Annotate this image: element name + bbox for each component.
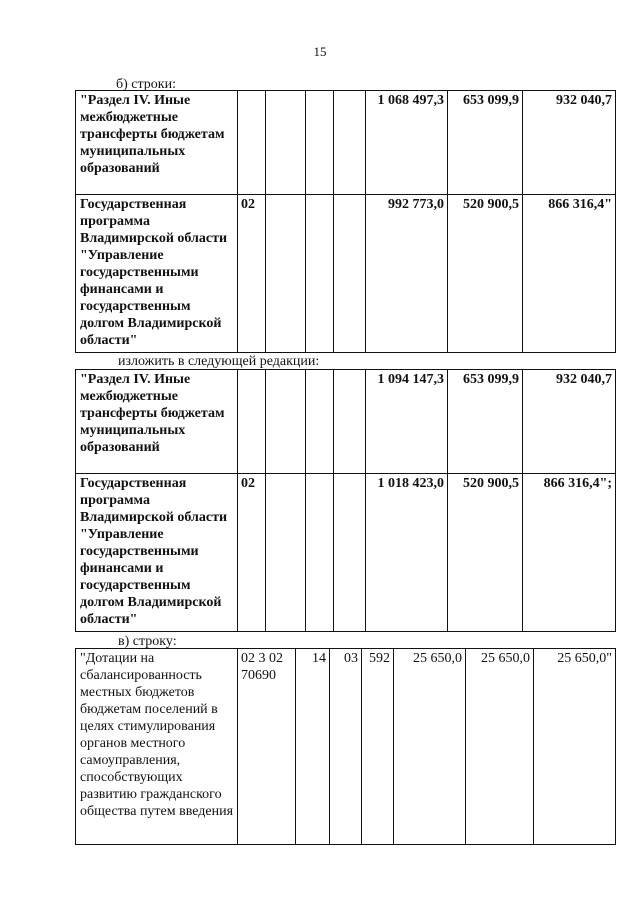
section-cell: [266, 195, 306, 353]
ministry-cell: [334, 474, 366, 632]
section-cell: [266, 370, 306, 474]
table-new: [75, 369, 616, 632]
table-row: [76, 649, 616, 845]
sum1-cell: 1 018 423,0: [366, 474, 448, 632]
table-row: [76, 91, 616, 195]
ministry-cell: [334, 91, 366, 195]
section-cell: [266, 474, 306, 632]
subsection-cell: 03: [330, 649, 362, 845]
sum2-cell: 520 900,5: [448, 474, 523, 632]
ministry-cell: [334, 195, 366, 353]
table-row: [76, 370, 616, 474]
row-name: "Дотации на сбалансированность местных бюджетов бюджетам поселений в целях стимулирования органов местного самоуправления, способствующих развитию гражданского общества путем введения: [76, 649, 238, 845]
table-old: [75, 90, 616, 353]
sum3-cell: 932 040,7: [523, 370, 616, 474]
sum2-cell: 653 099,9: [448, 91, 523, 195]
sum1-cell: 992 773,0: [366, 195, 448, 353]
subsection-cell: [306, 370, 334, 474]
ministry-cell: [334, 370, 366, 474]
row-name: "Раздел IV. Иные межбюджетные трансферты бюджетам муниципальных образований: [76, 370, 238, 474]
sum3-cell: 932 040,7: [523, 91, 616, 195]
sum2-cell: 520 900,5: [448, 195, 523, 353]
program-cell: [238, 370, 266, 474]
intro-c: в) строку:: [118, 634, 177, 649]
row-name: "Раздел IV. Иные межбюджетные трансферты бюджетам муниципальных образований: [76, 91, 238, 195]
ministry-cell: 592: [362, 649, 394, 845]
table-row: [76, 195, 616, 353]
sum1-cell: 25 650,0: [394, 649, 466, 845]
page-number: 15: [313, 44, 327, 59]
sum2-cell: 25 650,0: [466, 649, 534, 845]
row-name: Государственная программа Владимирской области "Управление государственными финансами и государственным долгом Владимирской области": [76, 474, 238, 632]
row-name: Государственная программа Владимирской области "Управление государственными финансами и государственным долгом Владимирской области": [76, 195, 238, 353]
sum3-cell: 25 650,0": [534, 649, 616, 845]
intro-b: б) строки:: [116, 77, 176, 92]
subsection-cell: [306, 195, 334, 353]
intro-replace: изложить в следующей редакции:: [118, 354, 320, 369]
subsection-cell: [306, 474, 334, 632]
sum1-cell: 1 094 147,3: [366, 370, 448, 474]
table-c: [75, 648, 616, 845]
sum2-cell: 653 099,9: [448, 370, 523, 474]
section-cell: [266, 91, 306, 195]
program-cell: 02: [238, 195, 266, 353]
program-cell: 02 3 02 70690: [238, 649, 296, 845]
sum3-cell: 866 316,4";: [523, 474, 616, 632]
table-row: [76, 474, 616, 632]
program-cell: 02: [238, 474, 266, 632]
sum1-cell: 1 068 497,3: [366, 91, 448, 195]
subsection-cell: [306, 91, 334, 195]
sum3-cell: 866 316,4": [523, 195, 616, 353]
section-cell: 14: [296, 649, 330, 845]
program-cell: [238, 91, 266, 195]
